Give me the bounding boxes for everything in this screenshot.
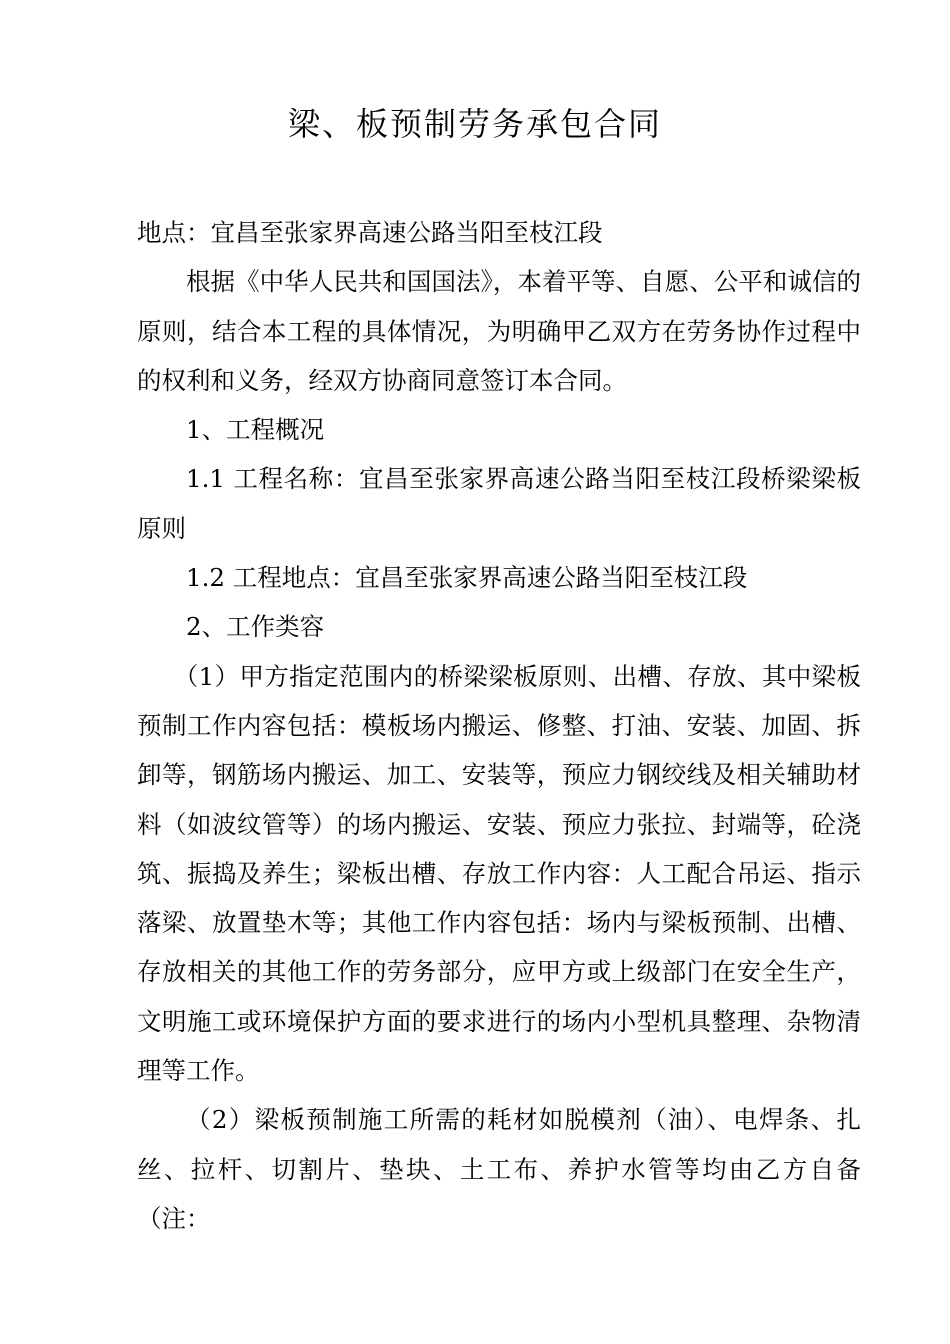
paragraph-preamble: 根据《中华人民共和国国法》，本着平等、自愿、公平和诚信的原则，结合本工程的具体情况，为明确甲乙双方在劳务协作过程中的权利和义务，经双方协商同意签订本合同。 — [137, 267, 861, 395]
paragraph-project-name: 1.1 工程名称：宜昌至张家界高速公路当阳至枝江段桥梁梁板原则 — [137, 464, 861, 543]
paragraph-project-location: 1.2 工程地点：宜昌至张家界高速公路当阳至枝江段 — [186, 563, 748, 593]
paragraph-work-item-1: （1）甲方指定范围内的桥梁梁板原则、出槽、存放、其中梁板预制工作内容包括：模板场内搬运、修整、打油、安装、加固、拆卸等，钢筋场内搬运、加工、安装等，预应力钢绞线及相关辅助材料（如波纹管等）的场内搬运、安装、预应力张拉、封端等，砼浇筑、振捣及养生；梁板出槽、存放工作内容：人工配合吊运、指示落梁、放置垫木等；其他工作内容包括：场内与梁板预制、出槽、存放相关的其他工作的劳务部分，应甲方或上级部门在安全生产，文明施工或环境保护方面的要求进行的场内小型机具整理、杂物清理等工作。 — [137, 661, 861, 1086]
document-body — [137, 208, 861, 1243]
paragraph-location: 地点：宜昌至张家界高速公路当阳至枝江段 — [137, 218, 603, 247]
paragraph-work-item-2: （2）梁板预制施工所需的耗材如脱模剂（油）、电焊条、扎丝、拉杆、切割片、垫块、土工布、养护水管等均由乙方自备（注： — [137, 1105, 861, 1233]
document-title: 梁、板预制劳务承包合同 — [287, 105, 662, 143]
section-heading-work-content: 2、工作类容 — [186, 612, 325, 642]
section-heading-project-overview: 1、工程概况 — [186, 415, 325, 445]
